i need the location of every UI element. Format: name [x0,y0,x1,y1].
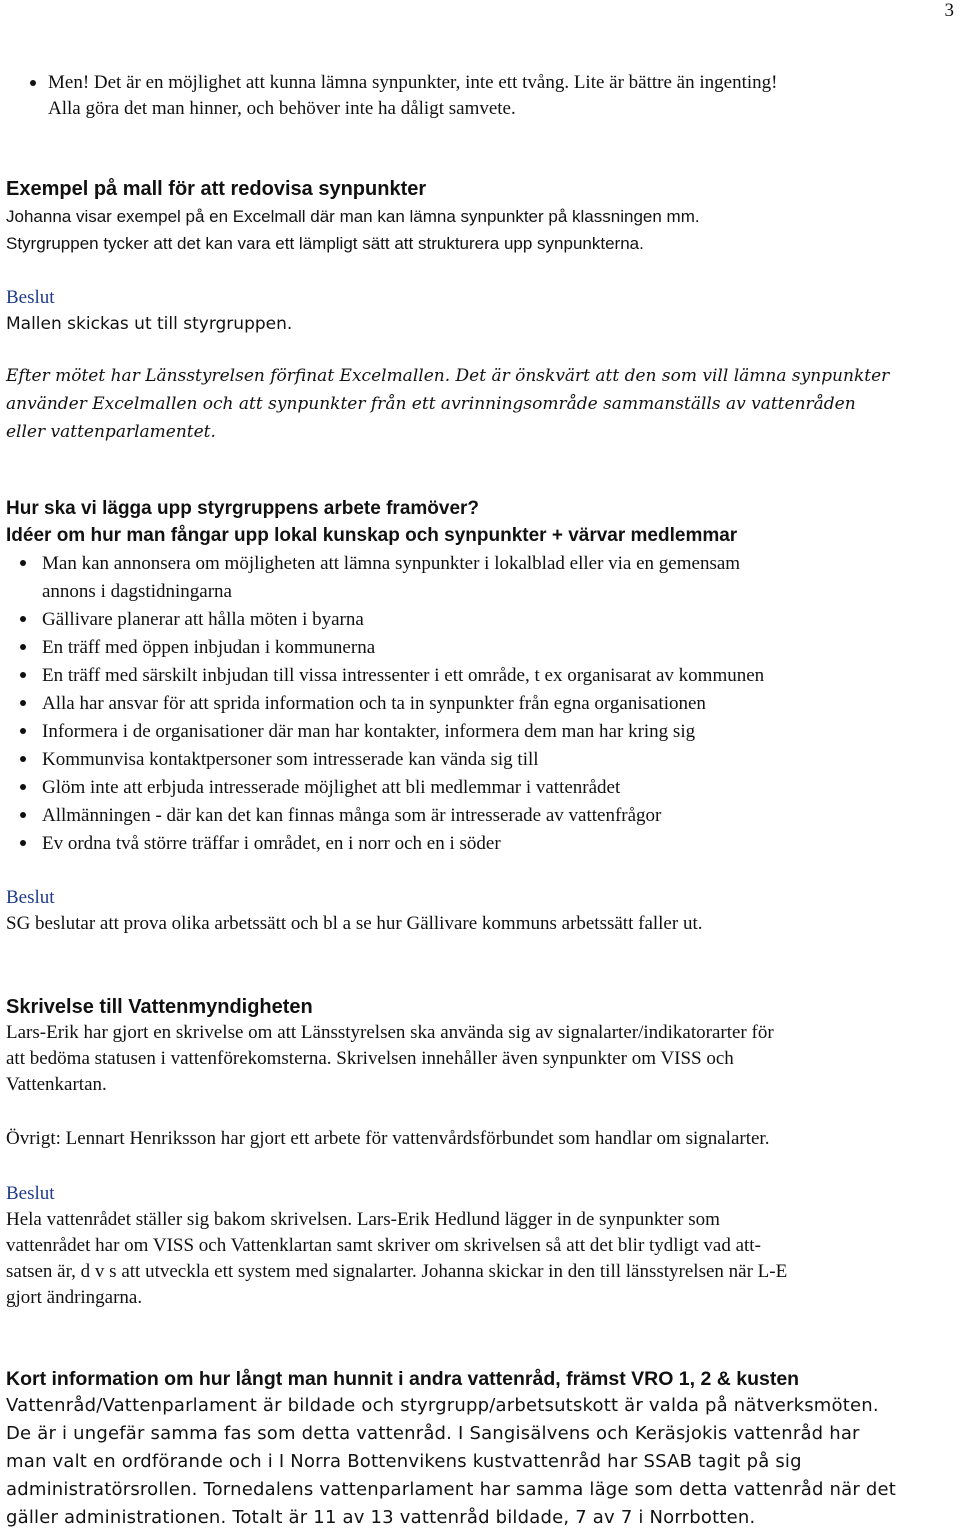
bullet-dot-icon [20,756,26,762]
note-line: använder Excelmallen och att synpunkter från ett avrinningsområde sammanställs av vattenråden [6,394,856,414]
paragraph-line: Hela vattenrådet ställer sig bakom skrivelsen. Lars-Erik Hedlund lägger in de synpunkter som [6,1209,720,1230]
paragraph-line: vattenrådet har om VISS och Vattenklartan samt skriver om skrivelsen så att det blir tydligt vad att- [6,1235,761,1256]
list-item [6,690,956,718]
bullet-line: Kommunvisa kontaktpersoner som intresserade kan vända sig till [42,749,539,770]
beslut-text [6,1207,956,1311]
paragraph-line: Styrgruppen tycker att det kan vara ett lämpligt sätt att strukturera upp synpunkterna. [6,234,644,253]
paragraph-line: Johanna visar exempel på en Excelmall där man kan lämna synpunkter på klassningen mm. [6,207,700,226]
bullet-dot-icon [20,728,26,734]
list-item [6,634,956,662]
bullet-dot-icon [20,812,26,818]
paragraph-line: Vattenråd/Vattenparlament är bildade och styrgrupp/arbetsutskott är valda på nätverksmöten. [6,1395,879,1416]
paragraph-line: gäller administrationen. Totalt är 11 av 13 vattenråd bildade, 7 av 7 i Norrbotten. [6,1507,756,1528]
paragraph-line: att bedöma statusen i vattenförekomsterna. Skrivelsen innehåller även synpunkter om VISS och [6,1048,734,1069]
section-heading-arbete: Hur ska vi lägga upp styrgruppens arbete framöver? [6,498,480,519]
bullet-dot-icon [20,616,26,622]
ovrigt-line: Övrigt: Lennart Henriksson har gjort ett arbete för vattenvårdsförbundet som handlar om signalarter. [6,1128,770,1149]
list-item [6,830,956,858]
note-line: Efter mötet har Länsstyrelsen förfinat Excelmallen. Det är önskvärt att den som vill lämna synpunkter [6,366,890,386]
paragraph-line: De är i ungefär samma fas som detta vattenråd. I Sangisälvens och Keräsjokis vattenråd har [6,1423,860,1444]
bullet-line: Informera i de organisationer där man har kontakter, informera dem man har kring sig [42,721,696,742]
beslut-text: Mallen skickas ut till styrgruppen. [6,314,293,334]
page-number: 3 [944,0,954,21]
bullet-line: Gällivare planerar att hålla möten i byarna [42,609,364,630]
paragraph-line: Lars-Erik har gjort en skrivelse om att Länsstyrelsen ska använda sig av signalarter/indikatorarter för [6,1022,774,1043]
bullet-line: annons i dagstidningarna [42,581,232,602]
paragraph-line: satsen är, d v s att utveckla ett system med signalarter. Johanna skickar in den till länsstyrelsen när L-E [6,1261,788,1282]
bullet-line: Ev ordna två större träffar i området, en i norr och en i söder [42,833,501,854]
section-heading-mall: Exempel på mall för att redovisa synpunkter [6,178,427,200]
list-item [6,802,956,830]
section-subheading-ideer: Idéer om hur man fångar upp lokal kunskap och synpunkter + värvar medlemmar [6,525,738,546]
bullet-line: Man kan annonsera om möjligheten att lämna synpunkter i lokalblad eller via en gemensam [42,553,741,574]
list-item [6,746,956,774]
bullet-dot-icon [30,80,36,86]
bullet-line: Men! Det är en möjlighet att kunna lämna synpunkter, inte ett tvång. Lite är bättre än ingenting! [48,72,778,93]
paragraph-line: gjort ändringarna. [6,1287,143,1308]
bullet-dot-icon [20,784,26,790]
bullet-line: En träff med öppen inbjudan i kommunerna [42,637,376,658]
paragraph-line: administratörsrollen. Tornedalens vattenparlament har samma läge som detta vattenråd när det [6,1479,897,1500]
list-item [6,70,956,122]
bullet-dot-icon [20,560,26,566]
section-heading-kort-info: Kort information om hur långt man hunnit i andra vattenråd, främst VRO 1, 2 & kusten [6,1368,800,1390]
beslut-label: Beslut [6,287,55,308]
bullet-dot-icon [20,840,26,846]
paragraph [6,1392,956,1532]
paragraph [6,1020,956,1098]
list-item [6,662,956,690]
bullet-dot-icon [20,700,26,706]
bullet-line: Alla har ansvar för att sprida information och ta in synpunkter från egna organisationen [42,693,706,714]
note-line: eller vattenparlamentet. [6,422,216,442]
list-item [6,550,956,606]
list-item [6,718,956,746]
list-item [6,606,956,634]
paragraph-line: Vattenkartan. [6,1074,107,1095]
intro-bullet-list [6,70,956,122]
bullet-line: En träff med särskilt inbjudan till vissa intressenter i ett område, t ex organisarat av kommunen [42,665,765,686]
beslut-label: Beslut [6,887,55,908]
beslut-text: SG beslutar att prova olika arbetssätt och bl a se hur Gällivare kommuns arbetssätt faller ut. [6,913,703,934]
paragraph-line: man valt en ordförande och i I Norra Bottenvikens kustvattenråd har SSAB tagit på sig [6,1451,802,1472]
ideas-bullet-list [6,550,956,858]
bullet-line: Alla göra det man hinner, och behöver inte ha dåligt samvete. [48,98,516,119]
italic-note [6,362,956,446]
bullet-dot-icon [20,644,26,650]
list-item [6,774,956,802]
bullet-dot-icon [20,672,26,678]
section-heading-skrivelse: Skrivelse till Vattenmyndigheten [6,996,313,1018]
bullet-line: Allmänningen - där kan det kan finnas många som är intresserade av vattenfrågor [42,805,662,826]
bullet-line: Glöm inte att erbjuda intresserade möjlighet att bli medlemmar i vattenrådet [42,777,621,798]
beslut-label: Beslut [6,1183,55,1204]
